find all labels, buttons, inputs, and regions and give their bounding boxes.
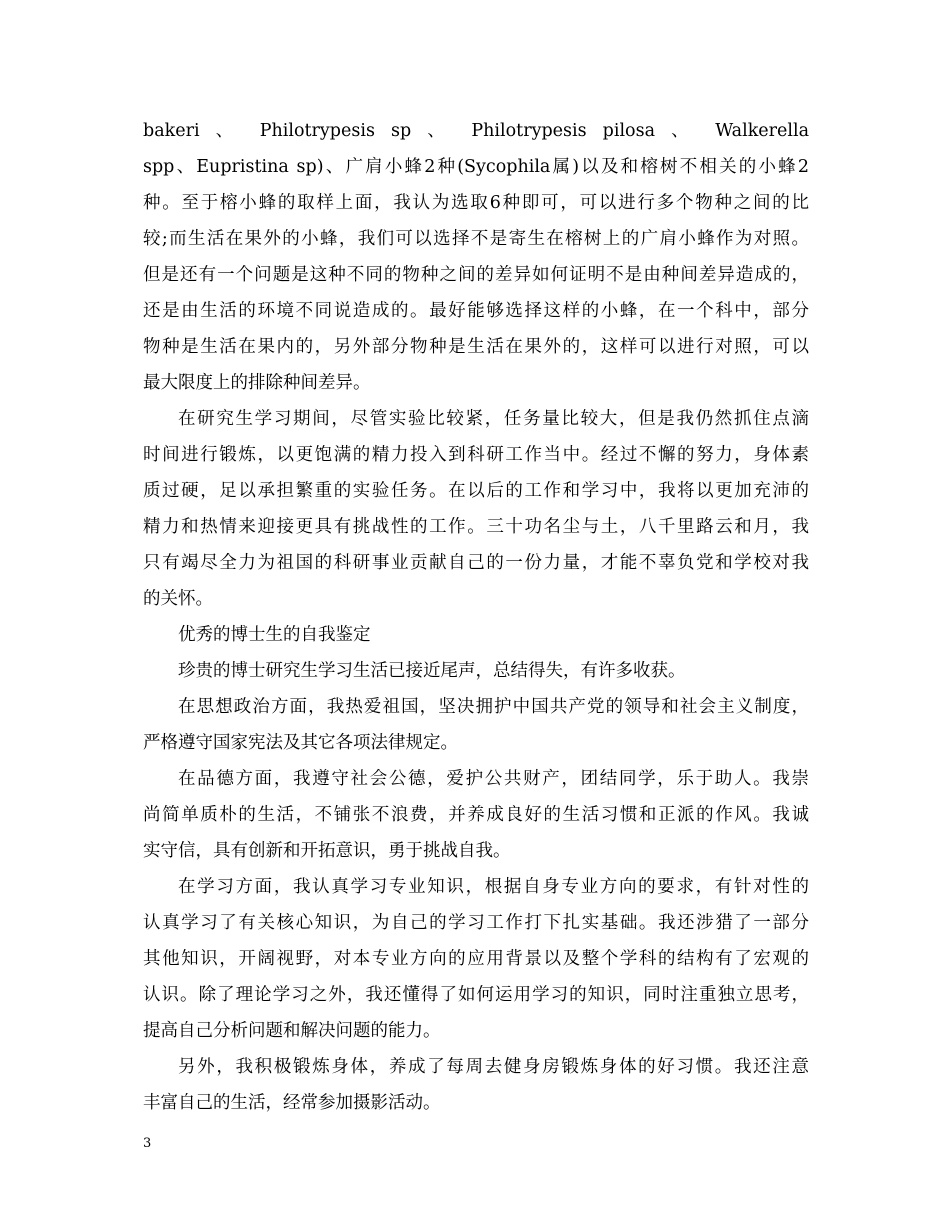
text-line-3: 种。至于榕小蜂的取样上面，我认为选取6种即可，可以进行多个物种之间的比 xyxy=(143,193,809,213)
text-line-24: 其他知识，开阔视野，对本专业方向的应用背景以及整个学科的结构有了宏观的 xyxy=(143,949,809,969)
text-line-1: bakeri 、 Philotrypesis sp 、 Philotrypesis pilosa 、 Walkerella xyxy=(143,121,809,141)
text-line-27: 另外，我积极锻炼身体，养成了每周去健身房锻炼身体的好习惯。我还注意 xyxy=(178,1057,809,1077)
text-line-20: 尚简单质朴的生活，不铺张不浪费，并养成良好的生活习惯和正派的作风。我诚 xyxy=(143,805,809,825)
text-line-25: 认识。除了理论学习之外，我还懂得了如何运用学习的知识，同时注重独立思考， xyxy=(143,985,809,1005)
text-line-26: 提高自己分析问题和解决问题的能力。 xyxy=(143,1021,441,1041)
text-line-4: 较;而生活在果外的小蜂，我们可以选择不是寄生在榕树上的广肩小蜂作为对照。 xyxy=(143,229,809,249)
text-line-19: 在品德方面，我遵守社会公德，爱护公共财产，团结同学，乐于助人。我崇 xyxy=(178,769,809,789)
text-line-13: 只有竭尽全力为祖国的科研事业贡献自己的一份力量，才能不辜负党和学校对我 xyxy=(143,553,809,573)
text-line-9: 在研究生学习期间，尽管实验比较紧，任务量比较大，但是我仍然抓住点滴 xyxy=(178,409,809,429)
text-line-7: 物种是生活在果内的，另外部分物种是生活在果外的，这样可以进行对照，可以 xyxy=(143,337,809,357)
section-heading: 优秀的博士生的自我鉴定 xyxy=(178,625,371,645)
text-line-21: 实守信，具有创新和开拓意识，勇于挑战自我。 xyxy=(143,841,511,861)
text-line-28: 丰富自己的生活，经常参加摄影活动。 xyxy=(143,1093,441,1113)
text-line-14: 的关怀。 xyxy=(143,589,213,609)
text-line-8: 最大限度上的排除种间差异。 xyxy=(143,373,371,393)
text-line-16: 珍贵的博士研究生学习生活已接近尾声，总结得失，有许多收获。 xyxy=(178,661,686,681)
text-line-17: 在思想政治方面，我热爱祖国，坚决拥护中国共产党的领导和社会主义制度， xyxy=(178,697,809,717)
text-line-23: 认真学习了有关核心知识，为自己的学习工作打下扎实基础。我还涉猎了一部分 xyxy=(143,913,809,933)
text-line-22: 在学习方面，我认真学习专业知识，根据自身专业方向的要求，有针对性的 xyxy=(178,877,809,897)
text-line-11: 质过硬，足以承担繁重的实验任务。在以后的工作和学习中，我将以更加充沛的 xyxy=(143,481,809,501)
text-line-5: 但是还有一个问题是这种不同的物种之间的差异如何证明不是由种间差异造成的， xyxy=(143,265,809,285)
page-number: 3 xyxy=(143,1136,152,1151)
text-line-12: 精力和热情来迎接更具有挑战性的工作。三十功名尘与土，八千里路云和月，我 xyxy=(143,517,809,537)
text-line-2: spp、Eupristina sp)、广肩小蜂2种(Sycophila属)以及和榕树不相关的小蜂2 xyxy=(143,157,809,177)
text-line-6: 还是由生活的环境不同说造成的。最好能够选择这样的小蜂，在一个科中，部分 xyxy=(143,301,809,321)
text-line-18: 严格遵守国家宪法及其它各项法律规定。 xyxy=(143,733,458,753)
text-line-10: 时间进行锻炼，以更饱满的精力投入到科研工作当中。经过不懈的努力，身体素 xyxy=(143,445,809,465)
